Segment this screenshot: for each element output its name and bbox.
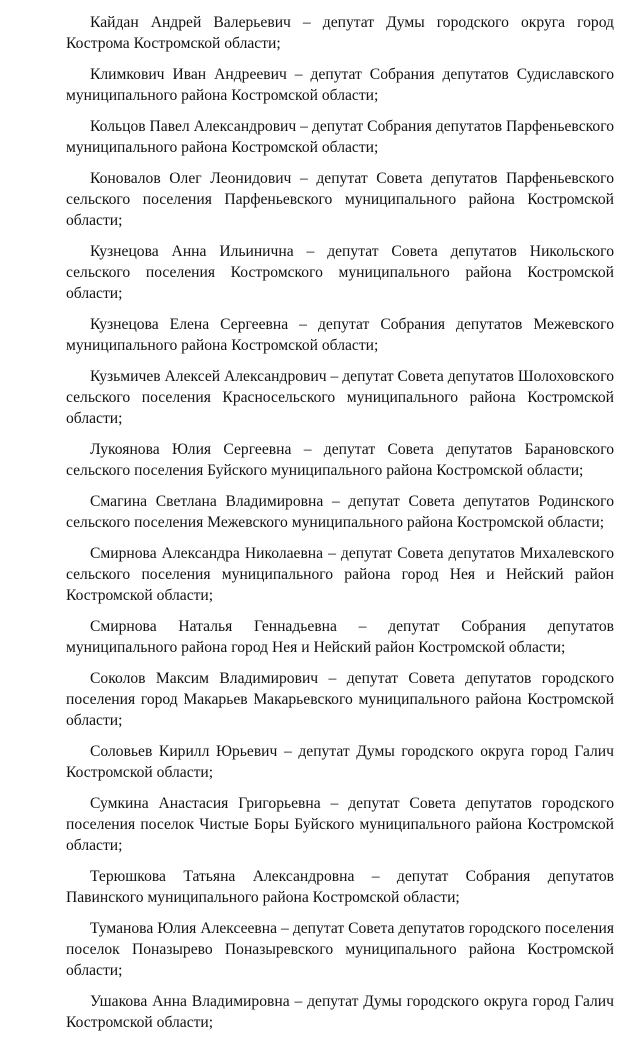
deputy-entry-smirnova-aleksandra: Смирнова Александра Николаевна – депутат Совета депутатов Михалевского сельского поселения муниципального района город Нея и Нейский район Костромской области; — [66, 545, 614, 604]
deputy-entry-klimkovich: Климкович Иван Андреевич – депутат Собрания депутатов Судиславского муниципального района Костромской области; — [66, 66, 614, 104]
deputy-entry-teryushkova: Терюшкова Татьяна Александровна – депутат Собрания депутатов Павинского муниципального района Костромской области; — [66, 868, 614, 906]
deputy-entry-konovalov: Коновалов Олег Леонидович – депутат Совета депутатов Парфеньевского сельского поселения Парфеньевского муниципального района Костромской области; — [66, 170, 614, 229]
deputy-entry-smagina: Смагина Светлана Владимировна – депутат Совета депутатов Родинского сельского поселения Межевского муниципального района Костромской области; — [66, 493, 614, 531]
deputy-entry-koltsov: Кольцов Павел Александрович – депутат Собрания депутатов Парфеньевского муниципального района Костромской области; — [66, 118, 614, 156]
deputy-entry-kuznetsova-anna: Кузнецова Анна Ильинична – депутат Совета депутатов Никольского сельского поселения Костромского муниципального района Костромской области; — [66, 243, 614, 302]
deputy-entry-lukoyanova: Лукоянова Юлия Сергеевна – депутат Совета депутатов Барановского сельского поселения Буйского муниципального района Костромской области; — [66, 441, 614, 479]
deputy-entry-ushakova: Ушакова Анна Владимировна – депутат Думы городского округа город Галич Костромской области; — [66, 993, 614, 1031]
deputy-entry-kuznetsova-elena: Кузнецова Елена Сергеевна – депутат Собрания депутатов Межевского муниципального района Костромской области; — [66, 316, 614, 354]
deputy-entry-kuzmichev: Кузьмичев Алексей Александрович – депутат Совета депутатов Шолоховского сельского поселения Красносельского муниципального района Костромской области; — [66, 368, 614, 427]
deputy-entry-sokolov: Соколов Максим Владимирович – депутат Совета депутатов городского поселения город Макарьев Макарьевского муниципального района Костромской области; — [66, 670, 614, 729]
deputy-entry-kaydan: Кайдан Андрей Валерьевич – депутат Думы городского округа город Кострома Костромской области; — [66, 14, 614, 52]
document-page — [66, 12, 614, 1043]
deputy-entry-sumkina: Сумкина Анастасия Григорьевна – депутат Совета депутатов городского поселения поселок Чистые Боры Буйского муниципального района Костромской области; — [66, 795, 614, 854]
deputy-entry-smirnova-natalya: Смирнова Наталья Геннадьевна – депутат Собрания депутатов муниципального района город Нея и Нейский район Костромской области; — [66, 618, 614, 656]
deputy-entry-tumanova: Туманова Юлия Алексеевна – депутат Совета депутатов городского поселения поселок Поназырево Поназыревского муниципального района Костромской области; — [66, 920, 614, 979]
deputy-entry-solovyev: Соловьев Кирилл Юрьевич – депутат Думы городского округа город Галич Костромской области; — [66, 743, 614, 781]
